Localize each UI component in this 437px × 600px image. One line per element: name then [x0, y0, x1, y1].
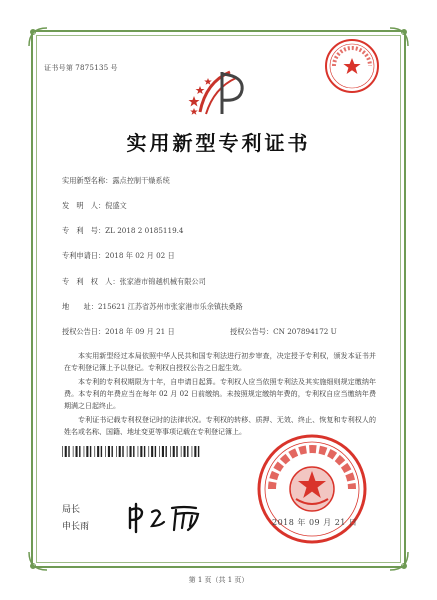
page-title: 实用新型专利证书 [126, 131, 311, 155]
field-grant-announce-date [62, 327, 175, 337]
field-utility-model-name [62, 176, 170, 186]
office-seal-icon [256, 433, 368, 545]
field-value: ZL 2018 2 0185119.4 [105, 226, 184, 235]
corner-ornament-icon [27, 550, 49, 572]
certificate-number-value: 7875135 [75, 64, 109, 72]
field-address [62, 302, 243, 312]
certificate-number [44, 63, 120, 73]
field-label: 授权公告日： [62, 327, 106, 336]
field-application-date [62, 251, 175, 261]
field-label: 专 利 号： [62, 226, 106, 235]
page-footer: 第 1 页（共 1 页） [188, 576, 249, 584]
paragraph-term-and-fees: 本专利的专利权期限为十年，自申请日起算。专利权人应当依照专利法及其实施细则规定缴纳年费。本专利的年费应当在每年 02 月 02 日前缴纳。未按照规定缴纳年费的，专利权自应当缴纳年费期满之日起终止。 [64, 378, 376, 410]
field-patent-number [62, 226, 184, 236]
director-signature-block [62, 502, 89, 536]
corner-ornament-icon [388, 26, 410, 48]
director-name: 申长雨 [62, 522, 90, 532]
handwritten-signature-icon [126, 500, 206, 534]
field-label: 专 利 权 人： [62, 277, 120, 286]
corner-ornament-icon [27, 26, 49, 48]
director-title: 局长 [62, 505, 81, 515]
field-value: 倪盛文 [105, 201, 127, 210]
field-label: 发 明 人： [62, 201, 106, 210]
field-label: 地 址： [62, 302, 98, 311]
field-grant-announce-number [230, 327, 337, 337]
seal-date: 2018 年 09 月 21 日 [272, 518, 358, 527]
paragraph-grant-statement: 本实用新型经过本局依照中华人民共和国专利法进行初步审查，决定授予专利权，颁发本证书并在专利登记簿上予以登记。专利权自授权公告之日起生效。 [64, 352, 376, 372]
field-inventor [62, 201, 127, 211]
field-value: 2018 年 02 月 02 日 [105, 251, 175, 260]
field-label: 专利申请日： [62, 251, 106, 260]
corner-ornament-icon [388, 550, 410, 572]
office-seal-small-icon [324, 38, 380, 94]
certificate-number-label: 证书号第 [44, 64, 74, 72]
barcode-icon [62, 446, 202, 457]
patent-office-logo-icon [186, 62, 256, 120]
field-value: 张家港市锦越机械有限公司 [119, 277, 206, 286]
certificate-number-suffix: 号 [110, 64, 118, 72]
paragraph-legal-status: 专利证书记载专利权登记时的法律状况。专利权的转移、质押、无效、终止、恢复和专利权人的姓名或名称、国籍、地址变更等事项记载在专利登记簿上。 [64, 416, 376, 436]
field-value: CN 207894172 U [273, 327, 337, 336]
field-label: 实用新型名称： [62, 176, 113, 185]
field-value: 露点控制干燥系统 [112, 176, 170, 185]
field-label: 授权公告号： [230, 327, 274, 336]
field-value: 215621 江苏省苏州市张家港市乐余镇扶桑路 [97, 302, 243, 311]
field-patentee [62, 277, 206, 287]
field-value: 2018 年 09 月 21 日 [105, 327, 175, 336]
